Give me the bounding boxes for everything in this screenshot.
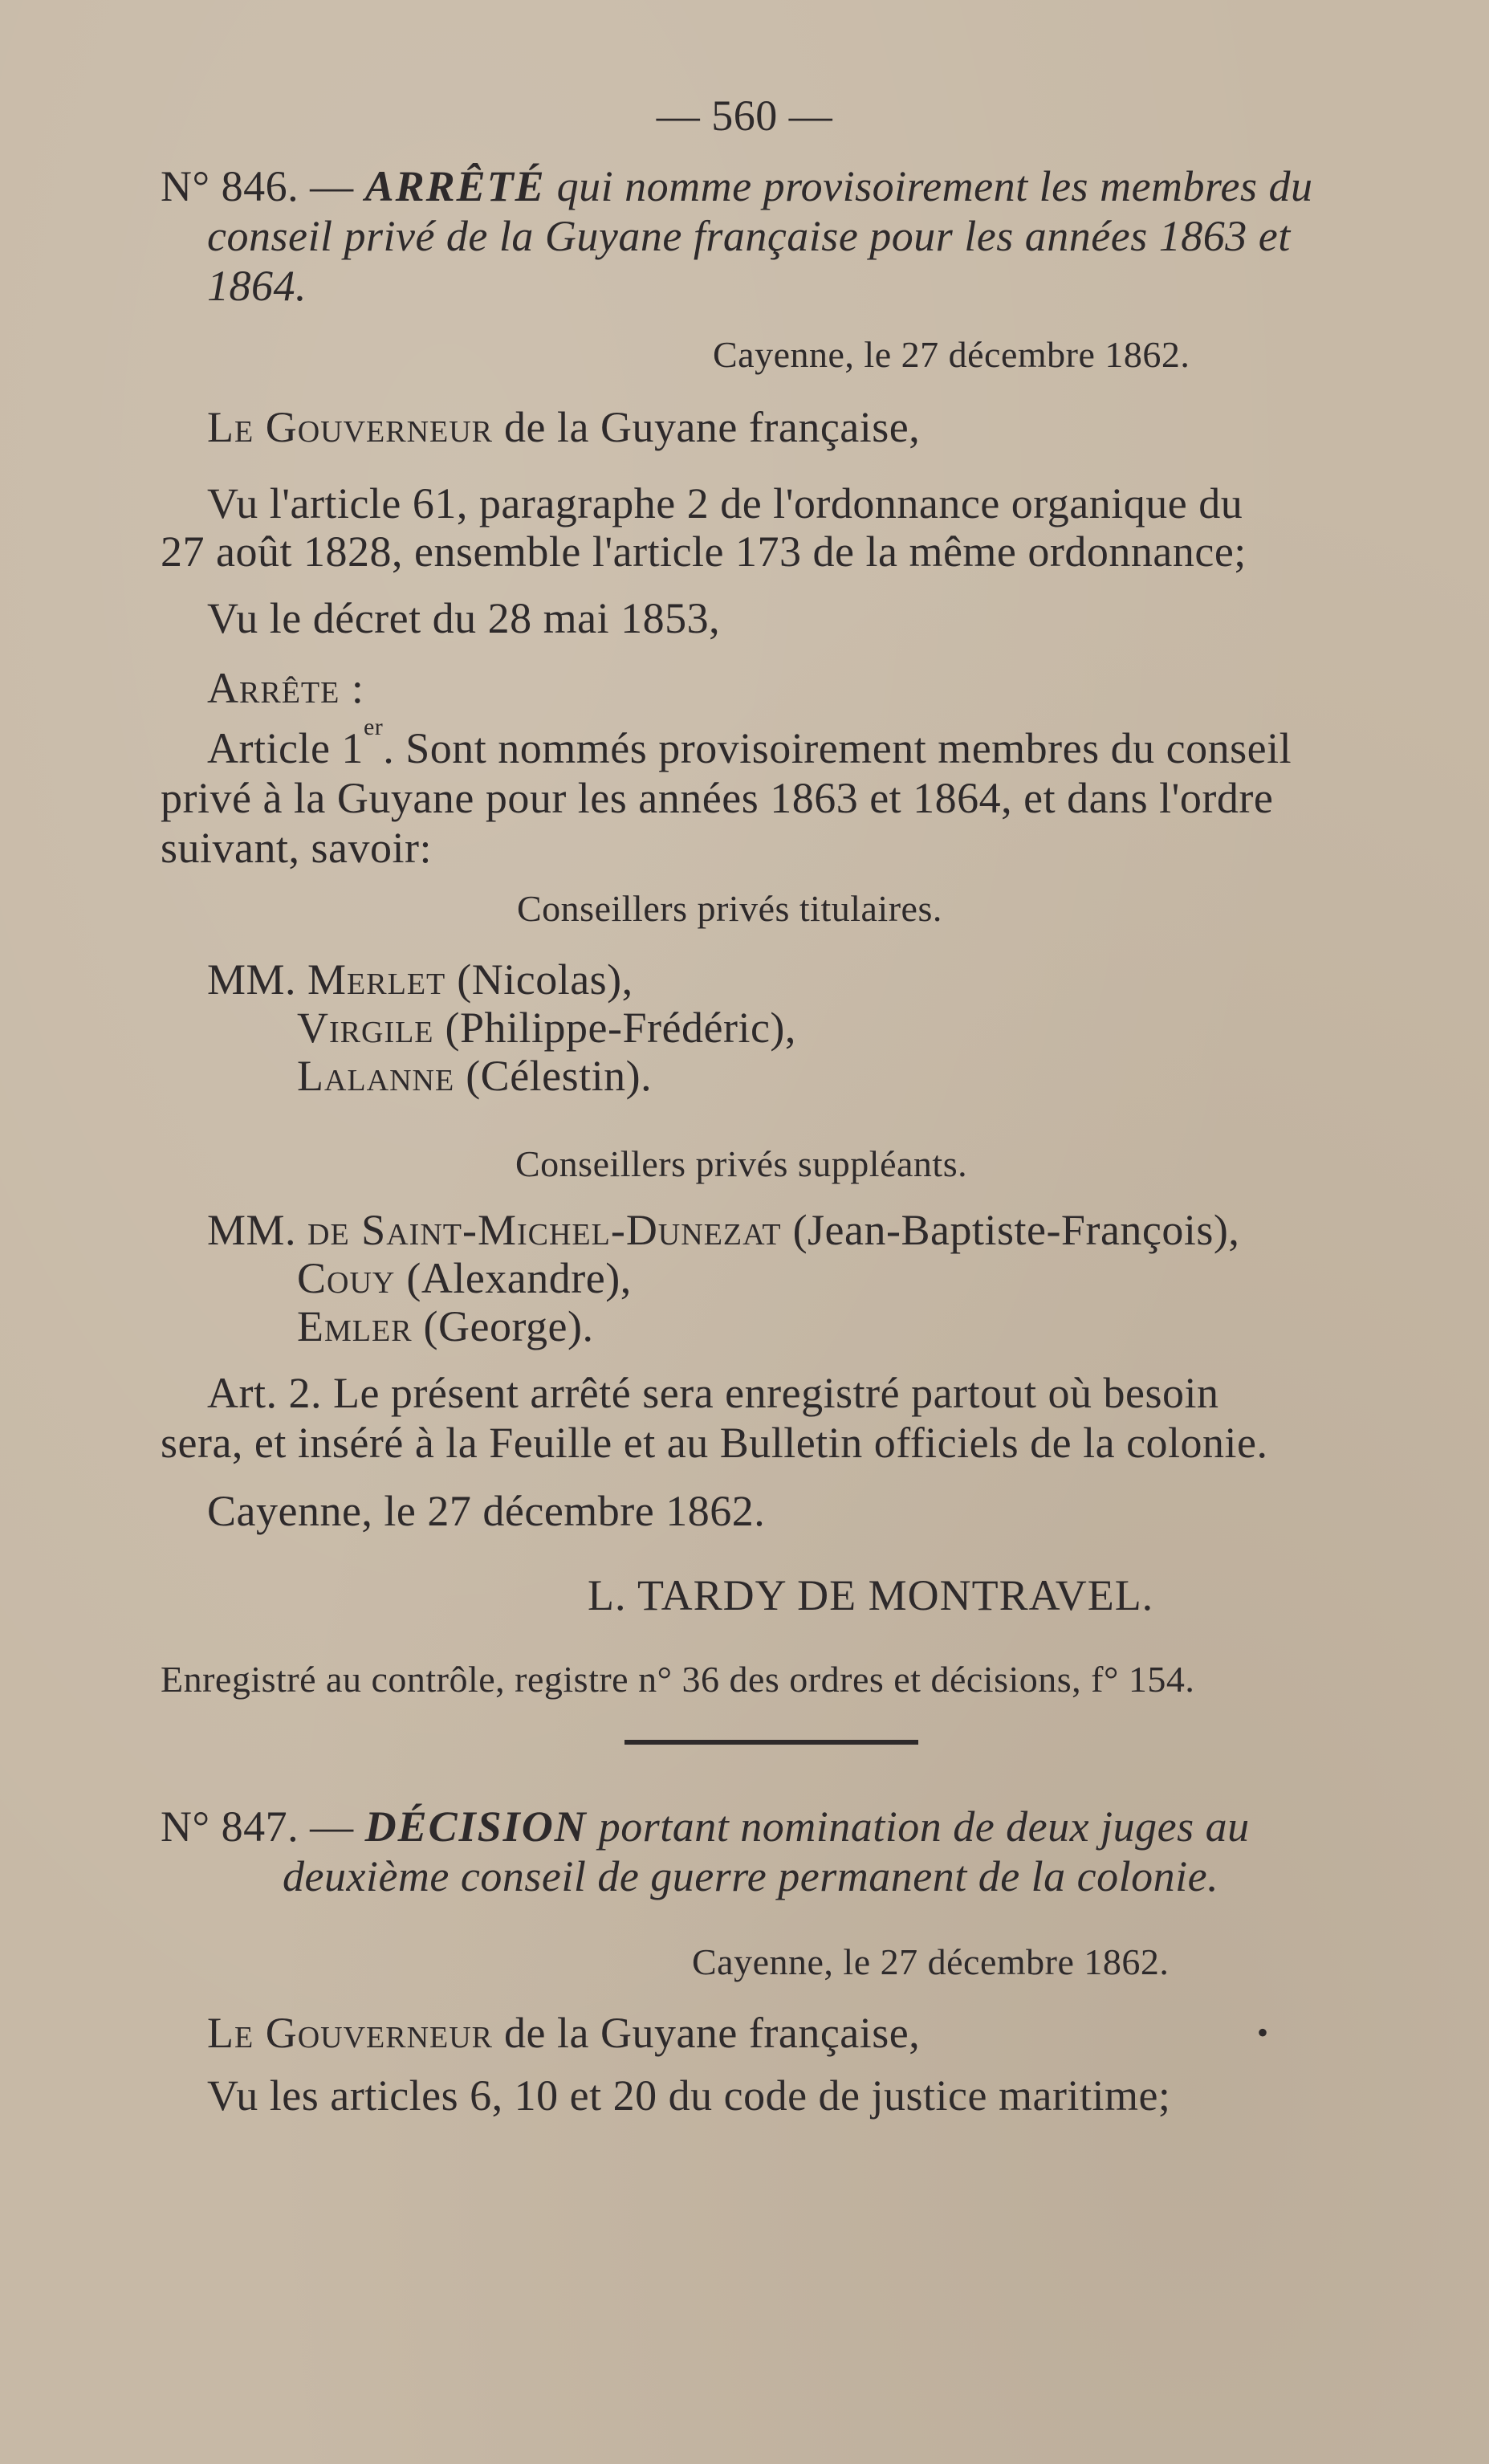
doc846-title-text-1: qui nomme provisoirement les membres du [545, 162, 1313, 210]
doc847-governor-prefix: Le Gouverneur [207, 2009, 494, 2057]
doc846-art1-line-3: suivant, savoir: [161, 824, 432, 872]
doc846-signature: L. TARDY DE MONTRAVEL. [588, 1571, 1154, 1619]
doc847-bullet: • [1257, 2014, 1269, 2051]
doc846-suppleant-3-given: (George). [412, 1302, 594, 1350]
doc846-vu2: Vu le décret du 28 mai 1853, [207, 594, 721, 642]
doc846-suppleant-2 [297, 1252, 632, 1304]
doc846-titulaire-2-surname: Virgile [297, 1004, 434, 1052]
doc847-vu1: Vu les articles 6, 10 et 20 du code de justice maritime; [207, 2071, 1171, 2120]
doc846-title-line-2: conseil privé de la Guyane française pour les années 1863 et [207, 212, 1291, 260]
doc846-arrete: Arrête : [207, 664, 364, 712]
doc846-art1-line-1 [207, 714, 1292, 774]
doc846-art2-line-2: sera, et inséré à la Feuille et au Bulletin officiels de la colonie. [161, 1419, 1268, 1467]
doc846-art1-line-1-rest: . Sont nommés provisoirement membres du conseil [383, 724, 1292, 772]
doc846-title-line-3: 1864. [207, 262, 307, 310]
doc846-art1-line-2: privé à la Guyane pour les années 1863 et 1864, et dans l'ordre [161, 774, 1274, 822]
doc846-place-date: Cayenne, le 27 décembre 1862. [713, 334, 1190, 375]
doc846-governor-line [207, 401, 920, 453]
doc846-art1-label: Article 1 [207, 724, 364, 772]
doc846-number: N° 846. — [161, 162, 365, 210]
doc846-titulaire-2-given: (Philippe-Frédéric), [433, 1004, 796, 1052]
doc847-title-line-2: deuxième conseil de guerre permanent de la colonie. [283, 1852, 1219, 1900]
doc846-suppleants-mm: MM. [207, 1206, 308, 1254]
doc846-titulaire-3-given: (Célestin). [454, 1052, 653, 1100]
doc846-title-line-1 [161, 161, 1313, 212]
doc846-suppleant-2-given: (Alexandre), [395, 1254, 632, 1302]
doc846-titulaires-mm: MM. [207, 955, 308, 1004]
doc846-suppleants-heading: Conseillers privés suppléants. [515, 1143, 968, 1184]
doc846-titulaire-2 [297, 1002, 796, 1053]
page-number: — 560 — [656, 92, 833, 140]
doc847-type: DÉCISION [364, 1802, 588, 1851]
doc846-titulaire-1-given: (Nicolas), [445, 955, 633, 1004]
doc846-vu1-line-1: Vu l'article 61, paragraphe 2 de l'ordonnance organique du [207, 479, 1243, 527]
doc846-titulaire-1 [207, 954, 633, 1005]
doc846-suppleant-3 [297, 1301, 593, 1352]
doc846-governor-suffix: de la Guyane française, [493, 403, 921, 451]
doc846-suppleant-1 [207, 1204, 1239, 1256]
doc846-suppleant-2-surname: Couy [297, 1254, 396, 1302]
doc847-title-line-1 [161, 1801, 1250, 1852]
doc846-suppleant-3-surname: Emler [297, 1302, 413, 1350]
doc846-registration: Enregistré au contrôle, registre n° 36 des ordres et décisions, f° 154. [161, 1659, 1195, 1700]
doc846-art2-line-1: Art. 2. Le présent arrêté sera enregistré partout où besoin [207, 1369, 1219, 1417]
doc847-governor-line [207, 2007, 920, 2059]
doc846-suppleant-1-surname: de Saint-Michel-Dunezat [307, 1206, 782, 1254]
doc846-art1-sup: er [363, 714, 384, 740]
doc847-governor-suffix: de la Guyane française, [493, 2009, 921, 2057]
doc846-titulaires-heading: Conseillers privés titulaires. [517, 888, 942, 929]
doc846-titulaire-1-surname: Merlet [307, 955, 446, 1004]
doc846-closing-date: Cayenne, le 27 décembre 1862. [207, 1487, 766, 1535]
section-separator [624, 1740, 918, 1745]
doc847-title-text-1: portant nomination de deux juges au [587, 1802, 1250, 1851]
doc846-titulaire-3 [297, 1050, 652, 1102]
doc846-titulaire-3-surname: Lalanne [297, 1052, 455, 1100]
doc846-vu1-line-2: 27 août 1828, ensemble l'article 173 de la même ordonnance; [161, 527, 1247, 576]
doc847-number: N° 847. — [161, 1802, 365, 1851]
doc846-suppleant-1-given: (Jean-Baptiste-François), [781, 1206, 1240, 1254]
doc846-type: ARRÊTÉ [364, 162, 546, 210]
doc847-place-date: Cayenne, le 27 décembre 1862. [692, 1941, 1170, 1982]
doc846-governor-prefix: Le Gouverneur [207, 403, 494, 451]
